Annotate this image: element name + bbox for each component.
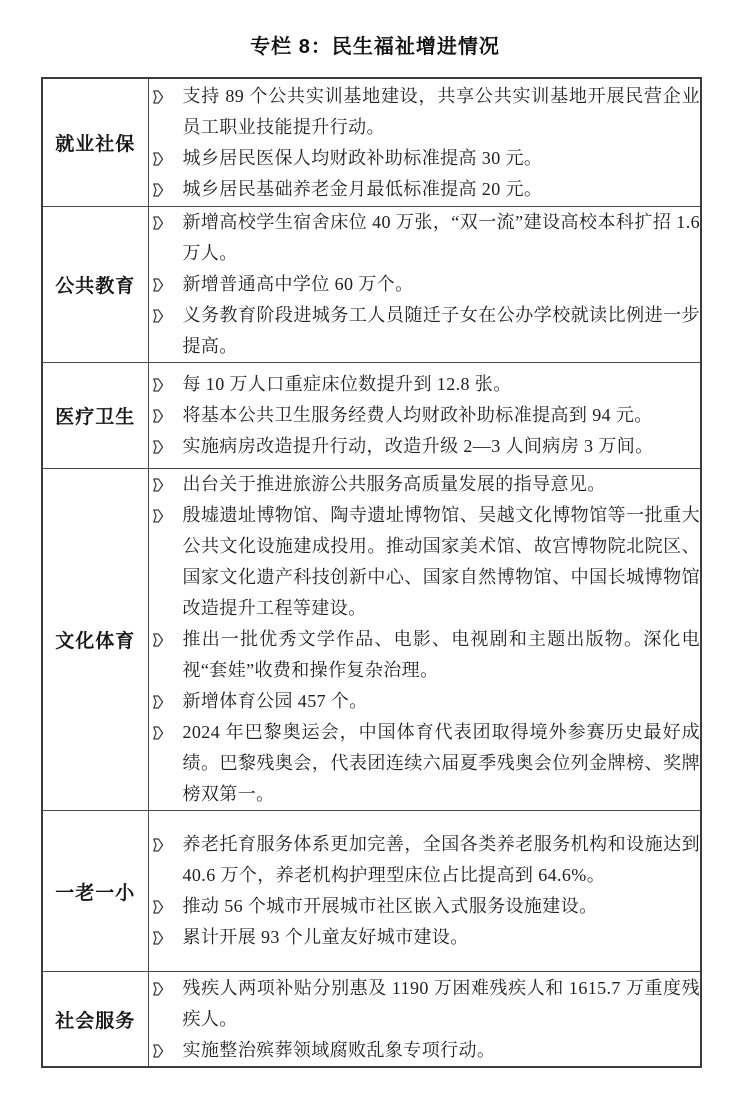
list-item <box>149 922 701 953</box>
item-text: 义务教育阶段进城务工人员随迁子女在公办学校就读比例进一步提高。 <box>182 305 700 356</box>
category-label: 一老一小 <box>55 882 136 904</box>
list-item <box>149 624 701 686</box>
category-cell <box>42 811 148 972</box>
items-cell <box>148 207 701 363</box>
hollow-arrow-bullet-icon <box>149 891 183 915</box>
list-item <box>149 891 701 922</box>
list-item <box>149 829 701 891</box>
list-item <box>149 207 701 269</box>
hollow-arrow-bullet-icon <box>149 143 183 167</box>
hollow-arrow-bullet-icon <box>149 973 183 997</box>
hollow-arrow-bullet-icon <box>149 686 183 710</box>
table-row <box>42 207 701 363</box>
livelihood-table <box>41 77 702 1068</box>
table-row <box>42 811 701 972</box>
item-text: 养老托育服务体系更加完善，全国各类养老服务机构和设施达到 40.6 万个，养老机构护理型床位占比提高到 64.6%。 <box>182 834 700 885</box>
list-item <box>149 369 701 400</box>
hollow-arrow-bullet-icon <box>149 922 183 946</box>
hollow-arrow-bullet-icon <box>149 300 183 324</box>
item-text: 新增高校学生宿舍床位 40 万张，“双一流”建设高校本科扩招 1.6 万人。 <box>182 212 700 263</box>
item-text: 实施整治殡葬领域腐败乱象专项行动。 <box>182 1039 496 1060</box>
list-item <box>149 174 701 205</box>
item-text: 累计开展 93 个儿童友好城市建设。 <box>182 927 469 947</box>
category-label: 文化体育 <box>55 631 136 652</box>
item-text: 城乡居民基础养老金月最低标准提高 20 元。 <box>182 178 543 199</box>
category-label: 医疗卫生 <box>55 407 136 428</box>
item-text: 2024 年巴黎奥运会，中国体育代表团取得境外参赛历史最好成绩。巴黎残奥会，代表团连续六届夏季残奥会位列金牌榜、奖牌榜双第一。 <box>182 722 700 804</box>
list-item <box>149 717 701 810</box>
item-text: 实施病房改造提升行动，改造升级 2—3 人间病房 3 万间。 <box>182 436 654 456</box>
item-text: 城乡居民医保人均财政补助标准提高 30 元。 <box>182 147 543 168</box>
list-item <box>149 400 701 431</box>
list-item <box>149 973 701 1035</box>
page-title: 专栏 8：民生福祉增进情况 <box>250 36 500 58</box>
list-item <box>149 143 701 174</box>
hollow-arrow-bullet-icon <box>149 369 183 393</box>
category-cell <box>42 78 148 207</box>
items-cell <box>148 78 701 207</box>
table-row <box>42 363 701 469</box>
items-cell <box>148 469 701 811</box>
hollow-arrow-bullet-icon <box>149 431 183 455</box>
list-item <box>149 500 701 624</box>
table-body <box>42 78 701 1067</box>
item-text: 殷墟遗址博物馆、陶寺遗址博物馆、吴越文化博物馆等一批重大公共文化设施建成投用。推动国家美术馆、故宫博物院北院区、国家文化遗产科技创新中心、国家自然博物馆、中国长城博物馆改造提升工程等建设。 <box>182 505 700 618</box>
hollow-arrow-bullet-icon <box>149 207 183 231</box>
list-item <box>149 469 701 500</box>
list-item <box>149 1035 701 1066</box>
items-cell <box>148 811 701 972</box>
items-cell <box>148 363 701 469</box>
category-label: 公共教育 <box>55 276 136 297</box>
hollow-arrow-bullet-icon <box>149 1035 183 1059</box>
hollow-arrow-bullet-icon <box>149 717 183 741</box>
hollow-arrow-bullet-icon <box>149 500 183 524</box>
item-text: 推动 56 个城市开展城市社区嵌入式服务设施建设。 <box>182 896 598 916</box>
hollow-arrow-bullet-icon <box>149 269 183 293</box>
hollow-arrow-bullet-icon <box>149 81 183 105</box>
hollow-arrow-bullet-icon <box>149 469 183 493</box>
table-row <box>42 469 701 811</box>
category-cell <box>42 363 148 469</box>
category-cell <box>42 469 148 811</box>
table-row <box>42 78 701 207</box>
list-item <box>149 300 701 362</box>
list-item <box>149 81 701 143</box>
item-text: 新增体育公园 457 个。 <box>182 691 368 711</box>
item-text: 每 10 万人口重症床位数提升到 12.8 张。 <box>182 374 512 394</box>
hollow-arrow-bullet-icon <box>149 624 183 648</box>
item-text: 将基本公共卫生服务经费人均财政补助标准提高到 94 元。 <box>182 405 653 425</box>
table-row <box>42 972 701 1068</box>
category-label: 社会服务 <box>55 1010 136 1032</box>
items-cell <box>148 972 701 1068</box>
hollow-arrow-bullet-icon <box>149 174 183 198</box>
item-text: 出台关于推进旅游公共服务高质量发展的指导意见。 <box>182 474 606 494</box>
category-label: 就业社保 <box>55 134 136 155</box>
item-text: 新增普通高中学位 60 万个。 <box>182 274 414 294</box>
category-cell <box>42 207 148 363</box>
item-text: 推出一批优秀文学作品、电影、电视剧和主题出版物。深化电视“套娃”收费和操作复杂治理。 <box>182 629 700 680</box>
item-text: 支持 89 个公共实训基地建设，共享公共实训基地开展民营企业员工职业技能提升行动。 <box>182 85 700 137</box>
category-cell <box>42 972 148 1068</box>
hollow-arrow-bullet-icon <box>149 400 183 424</box>
hollow-arrow-bullet-icon <box>149 829 183 853</box>
list-item <box>149 686 701 717</box>
list-item <box>149 269 701 300</box>
item-text: 残疾人两项补贴分别惠及 1190 万困难残疾人和 1615.7 万重度残疾人。 <box>182 977 700 1029</box>
list-item <box>149 431 701 462</box>
